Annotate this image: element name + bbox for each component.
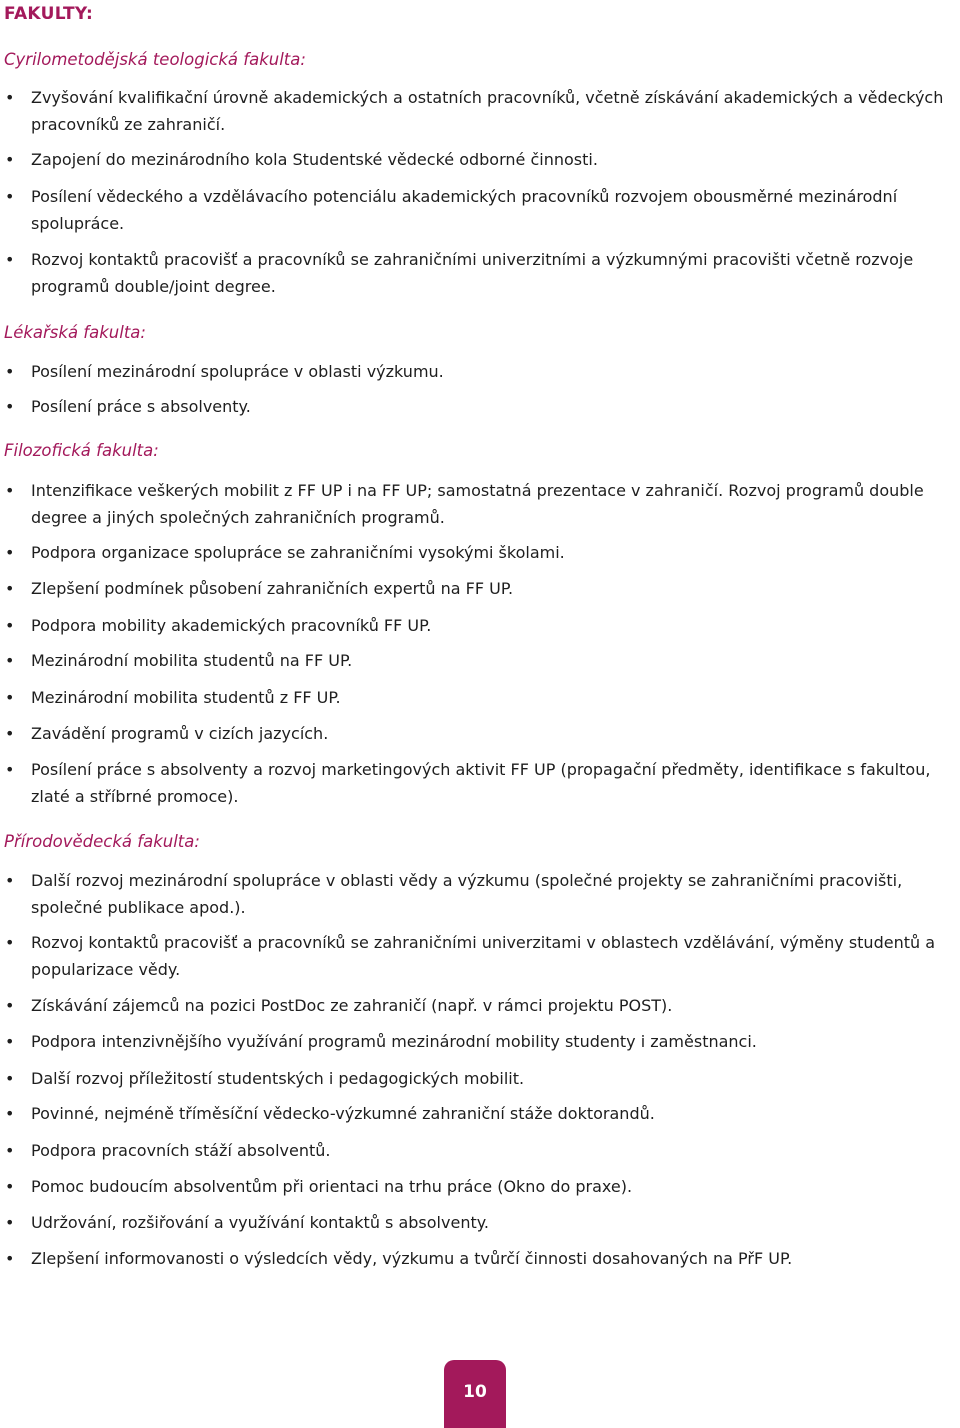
bullet-icon: •: [5, 1249, 15, 1268]
bullet-icon: •: [5, 1141, 15, 1160]
document-page: FAKULTY: Cyrilometodějská teologická fakulta: • Zvyšování kvalifikační úrovně akademických a ostatních pracovníků, včetně získávání akademických a vědeckých pracovníků ze zahraničí. • Zapojení do mezinárodního kola Studentské vědecké odborné činnosti. • Posílení vědeckého a vzdělávacího potenciálu akademických pracovníků rozvojem obousměrné mezinárodní spolupráce. • Rozvoj kontaktů pracovišť a pracovníků se zahraničními univerzitními a výzkumnými pracovišti včetně rozvoje programů double/joint degree. Lékařská fakulta: • Posílení mezinárodní spolupráce v oblasti výzkumu. • Posílení práce s absolventy. Filozofická fakulta: • Intenzifikace veškerých mobilit z FF UP i na FF UP; samostatná prezentace v zahraničí. Rozvoj programů double degree a jiných společných zahraničních programů. • Podpora organizace spolupráce se zahraničními vysokými školami. • Zlepšení podmínek působení zahraničních expertů na FF UP. • Podpora mobility akademických pracovníků FF UP. • Mezinárodní mobilita studentů na FF UP. • Mezinárodní mobilita studentů z FF UP. • Zavádění programů v cizích jazycích. • Posílení práce s absolventy a rozvoj marketingových aktivit FF UP (propagační předměty, identifikace s fakultou, zlaté a stříbrné promoce). Přírodovědecká fakulta: • Další rozvoj mezinárodní spolupráce v oblasti vědy a výzkumu (společné projekty se zahraničními pracovišti, společné publikace apod.). • Rozvoj kontaktů pracovišť a pracovníků se zahraničními univerzitami v oblastech vzdělávání, výměny studentů a popularizace vědy. • Získávání zájemců na pozici PostDoc ze zahraničí (např. v rámci projektu POST). • Podpora intenzivnějšího využívání programů mezinárodní mobility studenty i zaměstnanci. • Další rozvoj příležitostí studentských i pedagogických mobilit. • Povinné, nejméně tříměsíční vědecko-výzkumné zahraniční stáže doktorandů. • Podpora pracovních stáží absolventů. • Pomoc budoucím absolventům při orientaci na trhu práce (Okno do praxe). • Udržování, rozšiřování a využívání kontaktů s absolventy. • Zlepšení informovanosti o výsledcích vědy, výzkumu a tvůrčí činnosti dosahovaných na PřF UP. 10: [0, 0, 960, 1428]
bullet-icon: •: [5, 871, 15, 890]
section-title-ctf: Cyrilometodějská teologická fakulta:: [4, 50, 306, 69]
bullet-icon: •: [5, 481, 15, 500]
bullet-icon: •: [5, 397, 15, 416]
page-number-badge: [444, 1360, 506, 1428]
bullet-icon: •: [5, 996, 15, 1015]
bullet-icon: •: [5, 933, 15, 952]
page-heading: FAKULTY:: [4, 4, 94, 24]
page-number: 10: [463, 1382, 487, 1402]
bullet-icon: •: [5, 250, 15, 269]
bullet-icon: •: [5, 688, 15, 707]
bullet-icon: •: [5, 1032, 15, 1051]
bullet-icon: •: [5, 579, 15, 598]
bullet-icon: •: [5, 1213, 15, 1232]
bullet-icon: •: [5, 1069, 15, 1088]
bullet-icon: •: [5, 543, 15, 562]
section-title-lf: Lékařská fakulta:: [4, 323, 146, 342]
bullet-icon: •: [5, 616, 15, 635]
bullet-icon: •: [5, 760, 15, 779]
bullet-icon: •: [5, 1104, 15, 1123]
bullet-icon: •: [5, 187, 15, 206]
bullet-icon: •: [5, 651, 15, 670]
bullet-icon: •: [5, 88, 15, 107]
bullet-icon: •: [5, 1177, 15, 1196]
bullet-icon: •: [5, 150, 15, 169]
bullet-icon: •: [5, 724, 15, 743]
section-title-prf: Přírodovědecká fakulta:: [4, 832, 200, 851]
section-title-ff: Filozofická fakulta:: [4, 441, 159, 460]
bullet-icon: •: [5, 362, 15, 381]
